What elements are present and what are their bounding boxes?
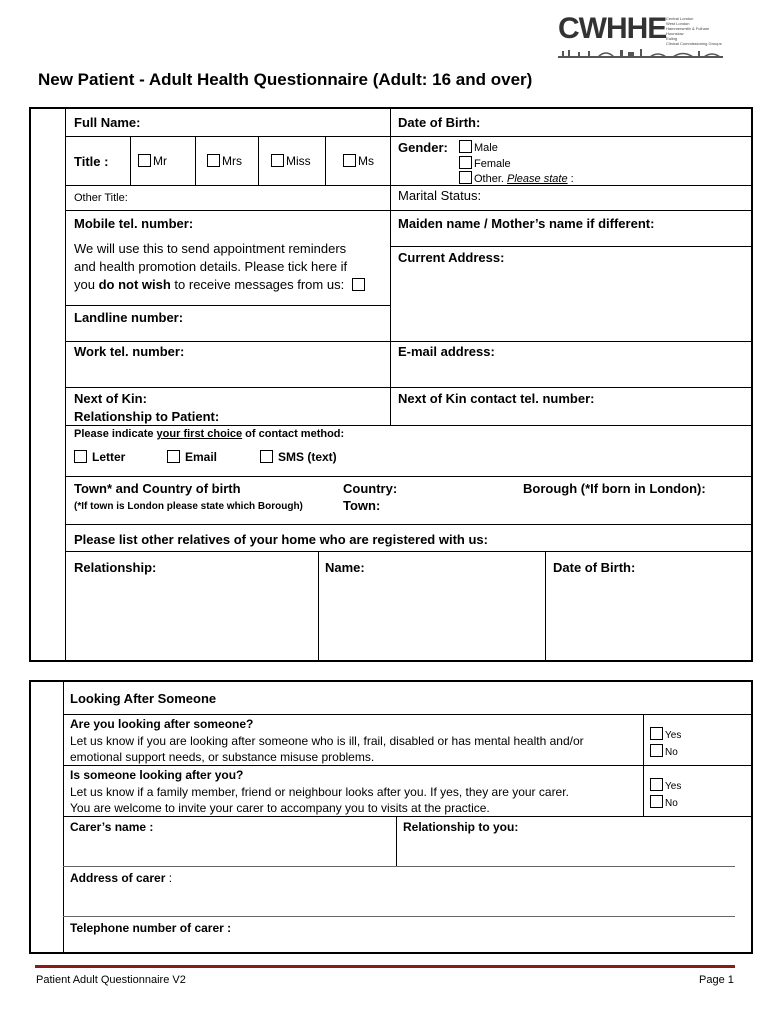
- nok-tel-label: Next of Kin contact tel. number:: [398, 391, 595, 406]
- option-label: Yes: [665, 781, 682, 792]
- relatives-col-divider: [545, 551, 546, 661]
- please-state-text: Please state: [507, 173, 568, 185]
- s1-column-divider: [390, 107, 391, 425]
- option-label: Ms: [358, 154, 374, 168]
- checkbox[interactable]: [650, 795, 663, 808]
- option-label: No: [665, 798, 678, 809]
- option-label: Other.: [474, 173, 504, 185]
- row-divider: [65, 476, 752, 477]
- checkbox[interactable]: [650, 744, 663, 757]
- row-divider: [65, 185, 390, 186]
- checkbox[interactable]: [271, 154, 284, 167]
- note-text: to receive messages from us:: [170, 277, 345, 292]
- relatives-dob-header: Date of Birth:: [553, 560, 636, 575]
- opt-out-checkbox[interactable]: [352, 278, 365, 291]
- text: Please indicate: [74, 428, 157, 440]
- title-cell-divider: [325, 136, 326, 185]
- logo-subline: Hounslow: [666, 31, 684, 36]
- q2-no-option[interactable]: [650, 795, 678, 809]
- relatives-col-divider: [318, 551, 319, 661]
- note-bold-text: do not wish: [98, 277, 171, 292]
- checkbox[interactable]: [343, 154, 356, 167]
- other-title-label: Other Title:: [74, 192, 128, 204]
- relatives-name-header: Name:: [325, 560, 365, 575]
- q1-yes-option[interactable]: [650, 727, 681, 741]
- work-tel-label: Work tel. number:: [74, 344, 185, 359]
- logo-sublines: [666, 16, 726, 46]
- email-label: E-mail address:: [398, 344, 495, 359]
- birthplace-note: (*If town is London please state which Borough): [74, 501, 303, 512]
- q1-text-2: emotional support needs, or substance misuse problems.: [70, 750, 375, 764]
- dob-label: Date of Birth:: [398, 115, 481, 130]
- cwhhe-logo: [558, 12, 728, 62]
- relationship-to-you-label: Relationship to you:: [403, 820, 519, 834]
- option-label: Mr: [153, 154, 167, 168]
- checkbox[interactable]: [459, 140, 472, 153]
- logo-subline: West London: [666, 21, 690, 26]
- yes-no-col-divider: [643, 714, 644, 816]
- carer-name-label: Carer’s name :: [70, 820, 154, 834]
- row-divider: [65, 210, 752, 211]
- row-divider: [65, 136, 752, 137]
- title-label: Title :: [74, 154, 109, 169]
- logo-subline: Clinical Commissioning Groups: [666, 41, 722, 46]
- title-option-ms[interactable]: [343, 154, 374, 168]
- q2-yes-option[interactable]: [650, 778, 681, 792]
- option-label: Letter: [92, 450, 126, 464]
- gender-option-other[interactable]: [459, 171, 574, 185]
- row-divider: [63, 816, 752, 817]
- row-divider: [65, 425, 752, 426]
- contact-pref-label: [74, 428, 344, 440]
- logo-text: CWHHE: [558, 12, 667, 45]
- s2-left-border: [29, 680, 31, 954]
- mobile-label: Mobile tel. number:: [74, 216, 194, 231]
- row-divider: [65, 524, 752, 525]
- checkbox[interactable]: [650, 727, 663, 740]
- row-divider: [63, 714, 752, 715]
- text: Address of carer: [70, 871, 166, 885]
- town-label: Town:: [343, 498, 381, 513]
- text: :: [165, 871, 173, 885]
- checkbox[interactable]: [459, 171, 472, 184]
- mobile-note-line: [74, 276, 389, 294]
- landline-label: Landline number:: [74, 310, 184, 325]
- s1-margin-divider: [65, 107, 66, 662]
- contact-option-sms[interactable]: [260, 450, 337, 464]
- option-label: No: [665, 747, 678, 758]
- mobile-note-line: We will use this to send appointment reminders: [74, 241, 347, 256]
- borough-label: Borough (*If born in London):: [523, 481, 706, 496]
- contact-option-letter[interactable]: [74, 450, 125, 464]
- row-divider: [65, 551, 752, 552]
- option-label: Miss: [286, 154, 311, 168]
- s2-margin-divider: [63, 680, 64, 954]
- current-address-label: Current Address:: [398, 250, 505, 265]
- option-label: Email: [185, 450, 218, 464]
- s2-bottom-border: [29, 952, 753, 954]
- text: of contact method:: [242, 428, 345, 440]
- checkbox[interactable]: [138, 154, 151, 167]
- contact-option-email[interactable]: [167, 450, 217, 464]
- row-divider: [65, 305, 390, 306]
- logo-skyline-icon: [558, 48, 723, 62]
- birthplace-label: Town* and Country of birth: [74, 481, 241, 496]
- relationship-to-patient-label: Relationship to Patient:: [74, 409, 220, 424]
- option-label: SMS (text): [278, 450, 337, 464]
- s1-right-border: [751, 107, 753, 662]
- q1-text-1: Let us know if you are looking after someone who is ill, frail, disabled or has mental health and/or: [70, 734, 584, 748]
- option-label: Mrs: [222, 154, 242, 168]
- row-divider: [63, 916, 735, 917]
- carer-address-label: [70, 871, 172, 885]
- relatives-relationship-header: Relationship:: [74, 560, 157, 575]
- s1-left-border: [29, 107, 31, 662]
- carer-col-divider: [396, 816, 397, 866]
- note-text: you: [74, 277, 99, 292]
- title-option-mr[interactable]: [138, 154, 167, 168]
- maiden-name-label: Maiden name / Mother’s name if different:: [398, 216, 655, 231]
- footer-doc-name: Patient Adult Questionnaire V2: [36, 974, 186, 986]
- title-option-mrs[interactable]: [207, 154, 242, 168]
- carer-telephone-label: Telephone number of carer :: [70, 921, 232, 935]
- relatives-heading: Please list other relatives of your home who are registered with us:: [74, 532, 488, 547]
- marital-status-label: Marital Status:: [398, 188, 482, 203]
- q2-text-2: You are welcome to invite your carer to accompany you to visits at the practice.: [70, 801, 490, 815]
- checkbox[interactable]: [167, 450, 180, 463]
- row-divider: [63, 866, 735, 867]
- gender-option-female[interactable]: [459, 156, 511, 170]
- looking-after-heading: Looking After Someone: [70, 691, 217, 706]
- checkbox[interactable]: [74, 450, 87, 463]
- q2-text-1: Let us know if a family member, friend or neighbour looks after you. If yes, they are your carer.: [70, 785, 569, 799]
- next-of-kin-label: Next of Kin:: [74, 391, 147, 406]
- s2-right-border: [751, 680, 753, 954]
- gender-option-male[interactable]: [459, 140, 498, 154]
- option-label: Yes: [665, 730, 682, 741]
- row-divider: [65, 341, 752, 342]
- title-option-miss[interactable]: [271, 154, 311, 168]
- footer-rule: [35, 965, 735, 968]
- page-title: New Patient - Adult Health Questionnaire (Adult: 16 and over): [38, 70, 533, 89]
- title-cell-divider: [258, 136, 259, 185]
- option-label: Male: [474, 142, 498, 154]
- s1-bottom-border: [29, 660, 753, 662]
- option-label: Female: [474, 158, 511, 170]
- mobile-note: [74, 240, 389, 294]
- q1-no-option[interactable]: [650, 744, 678, 758]
- q1-title: Are you looking after someone?: [70, 717, 254, 731]
- title-cell-divider: [130, 136, 131, 185]
- logo-subline: Hammersmith & Fulham: [666, 26, 710, 31]
- checkbox[interactable]: [207, 154, 220, 167]
- row-divider: [65, 387, 752, 388]
- row-divider: [390, 185, 752, 186]
- title-cell-divider: [195, 136, 196, 185]
- row-divider: [390, 246, 752, 247]
- colon: :: [570, 173, 574, 185]
- logo-subline: Central London: [666, 16, 694, 21]
- text-underlined: your first choice: [156, 428, 243, 440]
- q2-title: Is someone looking after you?: [70, 768, 244, 782]
- country-label: Country:: [343, 481, 398, 496]
- logo-subline: Ealing: [666, 36, 678, 41]
- footer-page-number: Page 1: [699, 974, 734, 986]
- mobile-note-line: and health promotion details. Please tick here if: [74, 259, 348, 274]
- s2-top-border: [29, 680, 753, 682]
- s1-top-border: [29, 107, 753, 109]
- row-divider: [63, 765, 752, 766]
- full-name-label: Full Name:: [74, 115, 141, 130]
- checkbox[interactable]: [260, 450, 273, 463]
- gender-label: Gender:: [398, 140, 448, 155]
- checkbox[interactable]: [650, 778, 663, 791]
- checkbox[interactable]: [459, 156, 472, 169]
